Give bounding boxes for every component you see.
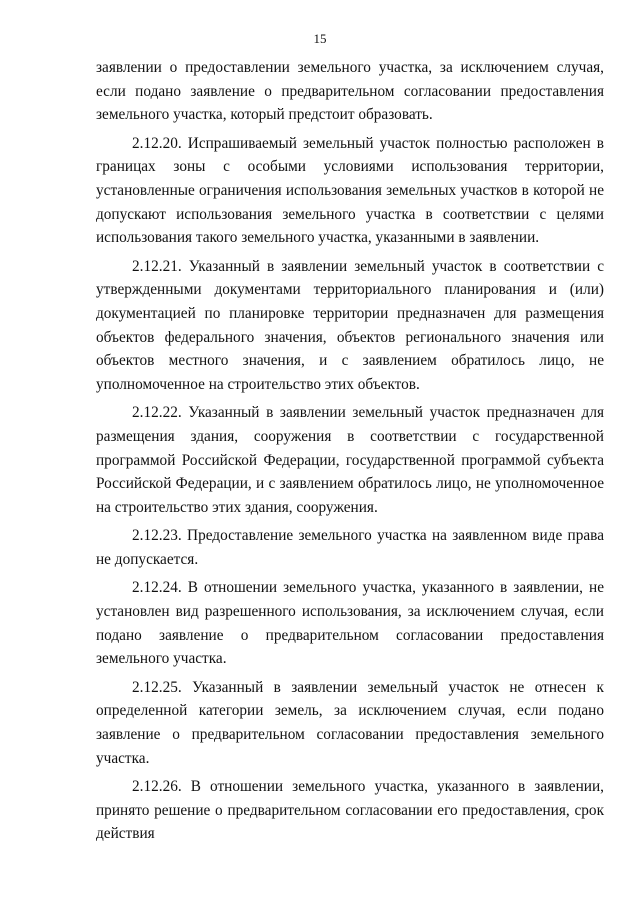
paragraph-2-12-21: 2.12.21. Указанный в заявлении земельный участок в соответствии с утвержденными документами территориального планирования и (или) документацией по планировке территории предназначен для размещения объектов федерального значения, объектов регионального значения или объектов местного значения, и с заявлением обратилось лицо, не уполномоченное на строительство этих объектов. (96, 257, 604, 393)
paragraph-2-12-24: 2.12.24. В отношении земельного участка, указанного в заявлении, не установлен вид разрешенного использования, за исключением случая, если подано заявление о предварительном согласовании предоставления земельного участка. (96, 579, 604, 668)
paragraph-2-12-26: 2.12.26. В отношении земельного участка, указанного в заявлении, принято решение о предварительном согласовании его предоставления, срок действия (96, 778, 604, 843)
page-number: 15 (313, 31, 327, 46)
document-body (96, 56, 604, 851)
paragraph-2-12-25: 2.12.25. Указанный в заявлении земельный участок не отнесен к определенной категории земель, за исключением случая, если подано заявление о предварительном согласовании предоставления земельного участка. (96, 678, 604, 767)
paragraph-2-12-20: 2.12.20. Испрашиваемый земельный участок полностью расположен в границах зоны с особыми условиями использования территории, установленные ограничения использования земельных участков в которой не допускают использования земельного участка в соответствии с целями использования такого земельного участка, указанными в заявлении. (96, 134, 604, 247)
paragraph-2-12-22: 2.12.22. Указанный в заявлении земельный участок предназначен для размещения здания, сооружения в соответствии с государственной программой Российской Федерации, государственной программой субъекта Российской Федерации, и с заявлением обратилось лицо, не уполномоченное на строительство этих здания, сооружения. (96, 404, 604, 516)
paragraph-continuation: заявлении о предоставлении земельного участка, за исключением случая, если подано заявление о предварительном согласовании предоставления земельного участка, который предстоит образовать. (96, 59, 604, 124)
paragraph-2-12-23: 2.12.23. Предоставление земельного участка на заявленном виде права не допускается. (96, 527, 604, 568)
